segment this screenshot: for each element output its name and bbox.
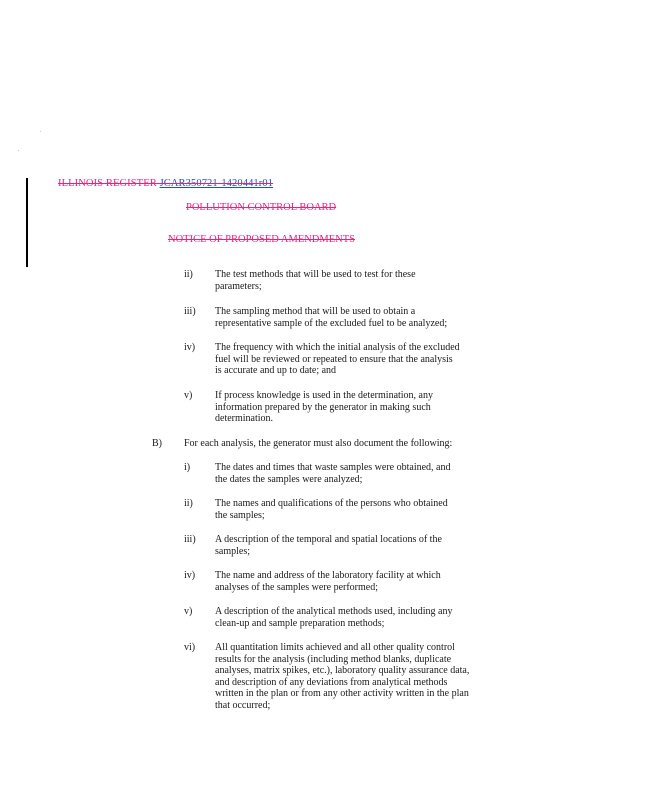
board-header: POLLUTION CONTROL BOARD: [186, 202, 337, 213]
register-header: [58, 178, 273, 189]
section-text: For each analysis, the generator must also document the following:: [184, 438, 453, 449]
item-text: All quantitation limits achieved and all other quality control results for the analysis (including method blanks, duplicate analyses, matrix spikes, etc.), laboratory quality assurance data, and description of any deviations from analytical methods written in the plan or from any other activity written in the plan that occurred;: [215, 642, 470, 711]
notice-header: NOTICE OF PROPOSED AMENDMENTS: [168, 234, 355, 245]
item-text: The test methods that will be used to test for these parameters;: [215, 269, 416, 292]
item-number: iii): [184, 306, 196, 317]
revision-change-bar: [26, 178, 28, 267]
item-text: A description of the analytical methods used, including any clean-up and sample preparation methods;: [215, 606, 453, 629]
item-number: v): [184, 390, 193, 401]
item-number: v): [184, 606, 193, 617]
item-text: The sampling method that will be used to obtain a representative sample of the excluded fuel to be analyzed;: [215, 306, 448, 329]
item-text: The frequency with which the initial analysis of the excluded fuel will be reviewed or repeated to ensure that the analysis is accurate and up to date; and: [215, 342, 460, 377]
item-number: iii): [184, 534, 196, 545]
item-number: i): [184, 462, 191, 473]
scan-speck: [18, 150, 19, 151]
item-text: The name and address of the laboratory facility at which analyses of the samples were performed;: [215, 570, 441, 593]
scan-speck: [40, 131, 41, 132]
document-code-link[interactable]: JCAR350721-1420441r01: [159, 178, 274, 189]
item-text: A description of the temporal and spatial locations of the samples;: [215, 534, 442, 557]
item-text: If process knowledge is used in the determination, any information prepared by the generator in making such determination.: [215, 390, 433, 425]
section-number: B): [152, 438, 162, 449]
item-number: iv): [184, 570, 196, 581]
item-number: ii): [184, 269, 193, 280]
item-number: vi): [184, 642, 196, 653]
item-number: ii): [184, 498, 193, 509]
register-title: ILLINOIS REGISTER: [58, 178, 157, 189]
item-text: The dates and times that waste samples were obtained, and the dates the samples were analyzed;: [215, 462, 451, 485]
item-text: The names and qualifications of the persons who obtained the samples;: [215, 498, 448, 521]
item-number: iv): [184, 342, 196, 353]
